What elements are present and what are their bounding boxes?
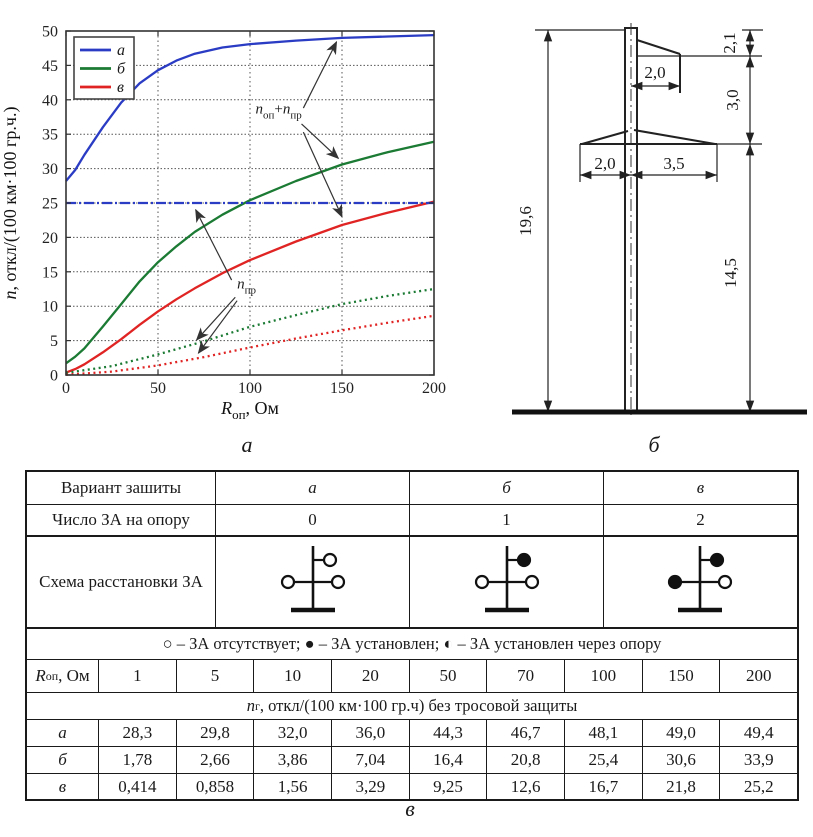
table-cell: 50 <box>409 660 487 692</box>
za-top <box>324 554 336 566</box>
table-cell: 0 <box>215 505 409 535</box>
table-cell: 46,7 <box>486 720 564 746</box>
y-tick-label: 40 <box>42 92 58 110</box>
table-cell: 1 <box>98 660 176 692</box>
row-label-resistance <box>27 660 98 692</box>
table-cell: 1,56 <box>253 774 331 799</box>
table-cell: 70 <box>486 660 564 692</box>
pole-dimension-drawing <box>495 10 813 435</box>
top-bracket-slant <box>637 40 680 54</box>
table-cell: 2,66 <box>176 747 254 773</box>
dim-top-arm-label: 2,0 <box>644 63 666 82</box>
n-subscript: г <box>254 698 260 713</box>
table-cell: 44,3 <box>409 720 487 746</box>
table-row-resistance <box>27 659 797 692</box>
outage-rate-chart <box>0 0 470 422</box>
y-tick-label: 25 <box>42 195 58 213</box>
crossarm-left-slant <box>582 131 628 144</box>
symbols-legend-text: ○ – ЗА отсутствует; ● – ЗА установлен; ◐ – ЗА установлен через опору <box>162 634 662 653</box>
table-cell: 30,6 <box>642 747 720 773</box>
table-cell: 29,8 <box>176 720 254 746</box>
r-units: , Ом <box>58 666 90 685</box>
table-cell: 28,3 <box>98 720 176 746</box>
r-subscript: оп <box>45 668 59 683</box>
dim-total-height-label: 19,6 <box>516 206 535 236</box>
table-cell: 1 <box>409 505 603 535</box>
za-left <box>282 576 294 588</box>
y-tick-label: 5 <box>50 333 58 351</box>
row-label-count: Число ЗА на опору <box>52 510 190 529</box>
n-header-text <box>27 693 797 719</box>
table-cell: 1,78 <box>98 747 176 773</box>
y-tick-label: 50 <box>42 23 58 41</box>
x-tick-label: 0 <box>62 380 70 397</box>
scheme-variant-a <box>253 540 373 624</box>
table-cell: 16,4 <box>409 747 487 773</box>
dim-lower-height-label: 14,5 <box>721 258 740 288</box>
dim-right-arm-label: 3,5 <box>663 154 685 173</box>
crossarm-right-slant <box>634 130 715 144</box>
y-tick-label: 20 <box>42 229 58 247</box>
n-header-suffix: , откл/(100 км·100 гр.ч) без тросовой защиты <box>259 696 578 715</box>
table-cell: 25,4 <box>564 747 642 773</box>
scheme-cell-v <box>603 537 797 627</box>
row-label-variant: Вариант зашиты <box>60 478 182 497</box>
table-cell: 3,29 <box>331 774 409 799</box>
caption-a: а <box>241 432 253 457</box>
table-row-n-header <box>27 692 797 719</box>
y-tick-label: 10 <box>42 298 58 316</box>
table-cell: 100 <box>564 660 642 692</box>
za-top <box>518 554 530 566</box>
annotation-arrow <box>198 301 237 353</box>
table-cell: 5 <box>176 660 254 692</box>
chart-annotation: $n_{пр}$ <box>237 276 257 297</box>
r-symbol: R <box>35 666 46 685</box>
chart-annotation: $n_{оп}+n_{пр}$ <box>255 101 302 122</box>
scheme-cell-a <box>215 537 409 627</box>
za-right <box>526 576 538 588</box>
legend-entry-label: б <box>117 60 126 78</box>
za-right <box>719 576 731 588</box>
row-label-scheme: Схема расстановки ЗА <box>39 572 203 591</box>
table-cell: 33,9 <box>719 747 797 773</box>
table-cell: 2 <box>603 505 797 535</box>
table-cell: 16,7 <box>564 774 642 799</box>
row-label-v: в <box>58 776 67 796</box>
protection-variants-table <box>25 470 799 801</box>
table-cell: 49,4 <box>719 720 797 746</box>
y-tick-label: 15 <box>42 264 58 282</box>
scheme-cell-b <box>409 537 603 627</box>
table-cell: в <box>603 472 797 504</box>
table-cell: 150 <box>642 660 720 692</box>
za-left <box>669 576 681 588</box>
table-cell: 7,04 <box>331 747 409 773</box>
dim-top-offset-label: 2,1 <box>720 32 739 54</box>
x-tick-label: 200 <box>422 380 446 397</box>
caption-b: б <box>648 432 660 457</box>
scheme-variant-b <box>447 540 567 624</box>
table-cell: а <box>215 472 409 504</box>
scheme-variant-v <box>640 540 760 624</box>
table-row-values-a <box>27 719 797 746</box>
za-top <box>711 554 723 566</box>
za-right <box>332 576 344 588</box>
x-axis-label: $R_{оп}$, Ом <box>221 398 279 422</box>
annotation-arrow <box>303 42 336 108</box>
table-cell: 32,0 <box>253 720 331 746</box>
table-row-counts <box>27 504 797 535</box>
table-cell: 0,414 <box>98 774 176 799</box>
table-cell: 3,86 <box>253 747 331 773</box>
table-cell: 25,2 <box>719 774 797 799</box>
table-cell: 10 <box>253 660 331 692</box>
za-left <box>476 576 488 588</box>
table-cell: 200 <box>719 660 797 692</box>
x-tick-label: 100 <box>238 380 262 397</box>
y-tick-label: 30 <box>42 161 58 179</box>
table-row-schemes <box>27 535 797 627</box>
table-cell: 12,6 <box>486 774 564 799</box>
row-label-b: б <box>58 750 67 769</box>
annotation-arrow <box>197 297 236 340</box>
caption-v: в <box>405 796 415 821</box>
row-label-a: а <box>58 723 67 742</box>
dim-mid-gap-label: 3,0 <box>723 89 742 111</box>
table-row-values-b <box>27 746 797 773</box>
table-cell: 20 <box>331 660 409 692</box>
x-tick-label: 150 <box>330 380 354 397</box>
table-cell: 0,858 <box>176 774 254 799</box>
table-row-variants <box>27 472 797 504</box>
y-axis-label: n, откл/(100 км·100 гр.ч.) <box>0 106 20 300</box>
y-tick-label: 0 <box>50 367 58 385</box>
table-cell: 48,1 <box>564 720 642 746</box>
table-cell: б <box>409 472 603 504</box>
table-cell: 36,0 <box>331 720 409 746</box>
n-symbol: n <box>246 696 255 715</box>
table-row-symbols-legend <box>27 627 797 659</box>
table-cell: 20,8 <box>486 747 564 773</box>
y-tick-label: 45 <box>42 57 58 75</box>
table-cell: 21,8 <box>642 774 720 799</box>
table-cell: 9,25 <box>409 774 487 799</box>
y-tick-label: 35 <box>42 126 58 144</box>
x-tick-label: 50 <box>150 380 166 397</box>
legend-entry-label: в <box>117 79 124 96</box>
dim-left-arm-label: 2,0 <box>594 154 616 173</box>
table-cell: 49,0 <box>642 720 720 746</box>
legend-entry-label: а <box>117 42 125 59</box>
